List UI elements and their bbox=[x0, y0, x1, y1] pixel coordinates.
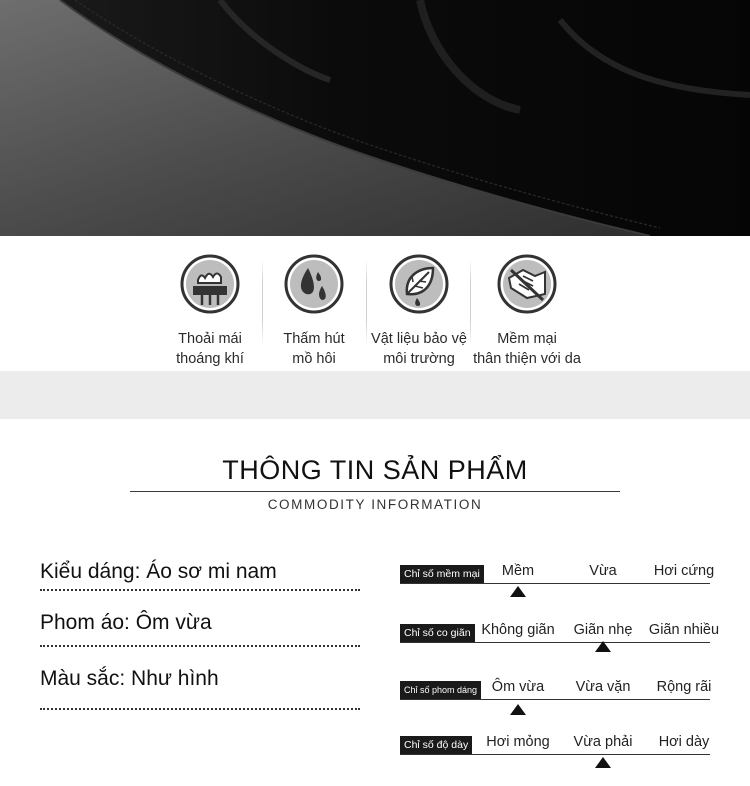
scale-option: Rộng rãi bbox=[656, 679, 712, 695]
product-photo bbox=[0, 0, 750, 236]
scale-marker bbox=[595, 757, 611, 768]
feature-label: Thấm hút mồ hôi bbox=[283, 331, 345, 367]
scale-label: Chỉ số độ dày bbox=[400, 736, 472, 754]
feature-eco-material bbox=[364, 254, 474, 369]
feature-label: Vật liệu bảo vệ môi trường bbox=[371, 331, 467, 367]
scale-option: Hơi mỏng bbox=[486, 734, 550, 750]
eco-leaf-icon bbox=[389, 254, 449, 314]
feature-soft-skin bbox=[472, 254, 582, 369]
scale-option: Hơi dày bbox=[658, 734, 710, 750]
feature-sweat-absorbent bbox=[259, 254, 369, 369]
attribute-divider bbox=[40, 645, 360, 647]
scale-label: Chỉ số co giãn bbox=[400, 624, 475, 642]
scale-option: Ôm vừa bbox=[491, 679, 545, 695]
section-separator-band bbox=[0, 371, 750, 419]
scale-label: Chỉ số phom dáng bbox=[400, 681, 481, 699]
fit-scale bbox=[400, 677, 720, 717]
feature-strip bbox=[0, 236, 750, 371]
attribute-color: Màu sắc: Như hình bbox=[40, 667, 219, 690]
feature-label: Thoải mái thoáng khí bbox=[176, 331, 244, 367]
breathable-fabric-icon bbox=[180, 254, 240, 314]
title-underline bbox=[130, 491, 620, 492]
scale-label: Chỉ số mềm mại bbox=[400, 565, 484, 583]
scale-line bbox=[400, 699, 710, 700]
feature-label: Mềm mại thân thiện với da bbox=[473, 331, 581, 367]
scale-marker bbox=[510, 586, 526, 597]
sweat-absorbent-icon bbox=[284, 254, 344, 314]
attribute-fit: Phom áo: Ôm vừa bbox=[40, 611, 212, 634]
scale-marker bbox=[595, 641, 611, 652]
scale-option: Không giãn bbox=[481, 622, 555, 638]
attribute-style: Kiểu dáng: Áo sơ mi nam bbox=[40, 560, 277, 583]
soft-hand-icon bbox=[497, 254, 557, 314]
feature-breathable bbox=[155, 254, 265, 369]
softness-scale bbox=[400, 561, 720, 601]
scale-option: Vừa phải bbox=[573, 734, 633, 750]
scale-marker bbox=[510, 704, 526, 715]
section-subtitle: COMMODITY INFORMATION bbox=[267, 497, 483, 512]
scale-option: Vừa vặn bbox=[575, 679, 631, 695]
scale-option: Vừa bbox=[589, 563, 617, 579]
scale-option: Giãn nhiều bbox=[648, 622, 720, 638]
scale-option: Mềm bbox=[501, 563, 535, 579]
scale-option: Giãn nhẹ bbox=[573, 622, 633, 638]
scale-line bbox=[400, 583, 710, 584]
thickness-scale bbox=[400, 732, 720, 772]
scale-option: Hơi cứng bbox=[653, 563, 715, 579]
feature-divider bbox=[470, 258, 471, 346]
scale-line bbox=[400, 642, 710, 643]
stretch-scale bbox=[400, 620, 720, 660]
attribute-divider bbox=[40, 708, 360, 710]
scale-line bbox=[400, 754, 710, 755]
section-title: THÔNG TIN SẢN PHẨM bbox=[222, 455, 528, 485]
attribute-divider bbox=[40, 589, 360, 591]
